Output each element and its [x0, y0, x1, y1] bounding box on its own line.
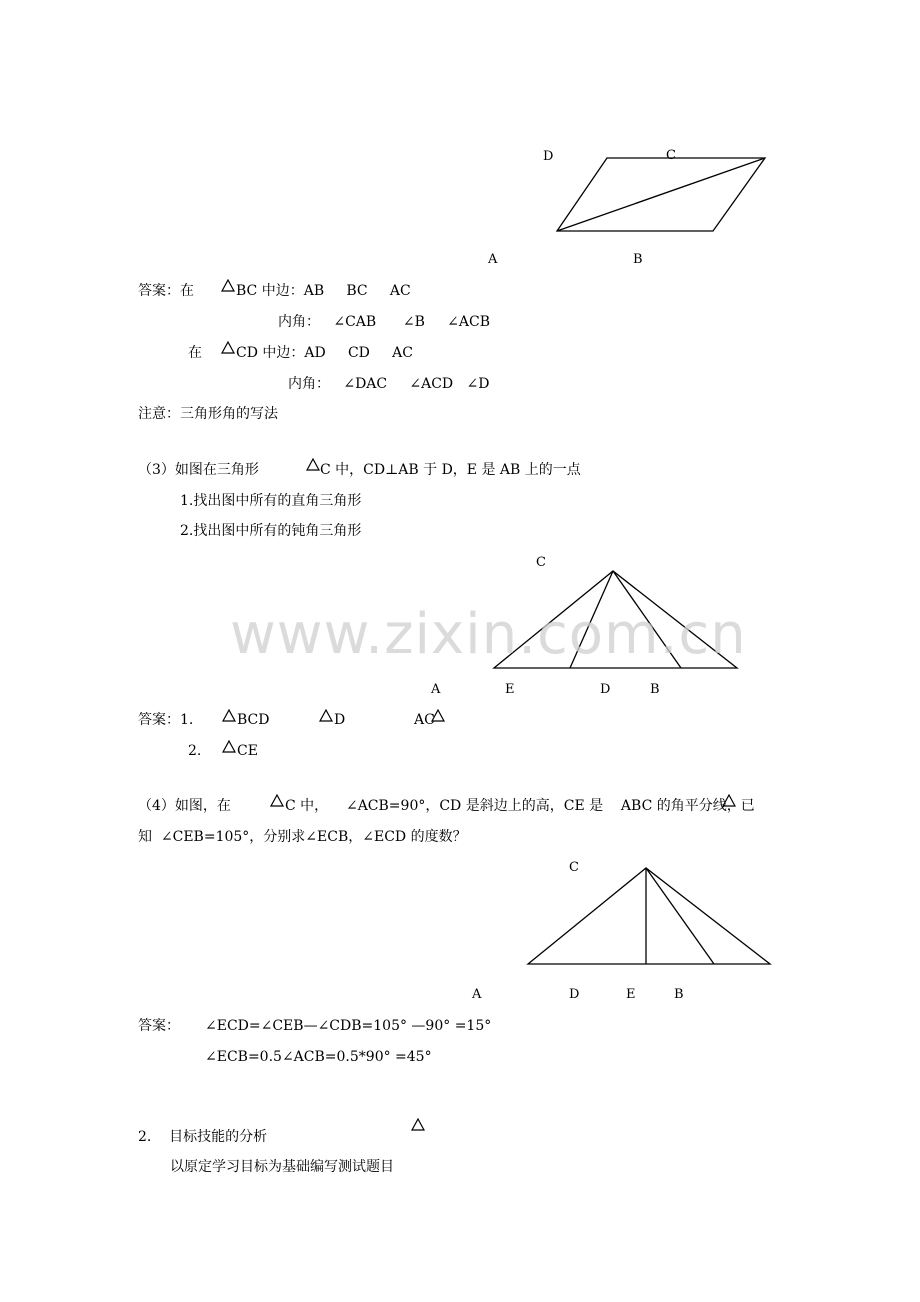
- figure1-label-d: D: [543, 149, 554, 164]
- q3-label-c: C: [536, 555, 546, 570]
- q3-answer-4: CE: [237, 743, 258, 759]
- q4-answer-line1: ∠ECD=∠CEB—∠CDB=105° —90° =15°: [205, 1018, 492, 1034]
- figure1-label-c: C: [666, 148, 676, 163]
- figure1-label-b: B: [633, 252, 643, 267]
- answer1-line3: CD 中边：AD CD AC: [236, 345, 413, 361]
- q4-label-b: B: [674, 987, 684, 1002]
- triangle-symbol-icon: [411, 1118, 425, 1131]
- q4-answer-prefix: 答案：: [138, 1018, 180, 1034]
- q3-label-a: A: [431, 682, 441, 697]
- q3-item1: 1.找出图中所有的直角三角形: [180, 493, 362, 509]
- q3-answer-prefix: 答案：1.: [138, 712, 194, 728]
- q4-label-d: D: [569, 987, 580, 1002]
- q3-answer-3: AC: [414, 712, 435, 728]
- q4-answer-line2: ∠ECB=0.5∠ACB=0.5*90° =45°: [205, 1049, 432, 1065]
- q3-answer-2: D: [334, 712, 346, 728]
- watermark: www.zixin.com.cn: [230, 602, 747, 667]
- answer1-line3-prefix: 在: [188, 345, 202, 361]
- q4-line2: 知 ∠CEB=105°，分别求∠ECB，∠ECD 的度数？: [138, 829, 467, 845]
- q4-line1-a: （4）如图，在: [138, 798, 231, 814]
- q3-answer-num2: 2.: [188, 743, 202, 759]
- q3-line1-b: C 中，CD⊥AB 于 D，E 是 AB 上的一点: [320, 462, 581, 478]
- q3-label-d: D: [600, 682, 611, 697]
- bisector-ce: [646, 868, 714, 964]
- answer1-prefix: 答案：在: [138, 283, 194, 299]
- q3-answer-bcd: BCD: [237, 712, 270, 728]
- q4-label-e: E: [626, 987, 636, 1002]
- section2-body: 以原定学习目标为基础编写测试题目: [170, 1159, 394, 1175]
- answer1-line4: 内角： ∠DAC ∠ACD ∠D: [288, 376, 490, 392]
- answer1-line2: 内角： ∠CAB ∠B ∠ACB: [278, 314, 491, 330]
- figure1-label-a: A: [488, 252, 498, 267]
- section2-heading: 2. 目标技能的分析: [138, 1129, 268, 1145]
- answer1-line1: BC 中边：AB BC AC: [236, 283, 411, 299]
- right-triangle-abc-outline: [528, 868, 770, 964]
- q4-line1-b: C 中， ∠ACB=90°，CD 是斜边上的高，CE 是 ABC 的角平分线，已: [285, 798, 755, 814]
- answer1-note: 注意：三角形角的写法: [138, 406, 278, 422]
- q3-label-e: E: [505, 682, 515, 697]
- q3-line1-a: （3）如图在三角形: [138, 462, 259, 478]
- q3-label-b: B: [650, 682, 660, 697]
- q4-label-c: C: [569, 860, 579, 875]
- q4-label-a: A: [472, 987, 482, 1002]
- q3-item2: 2.找出图中所有的钝角三角形: [180, 523, 362, 539]
